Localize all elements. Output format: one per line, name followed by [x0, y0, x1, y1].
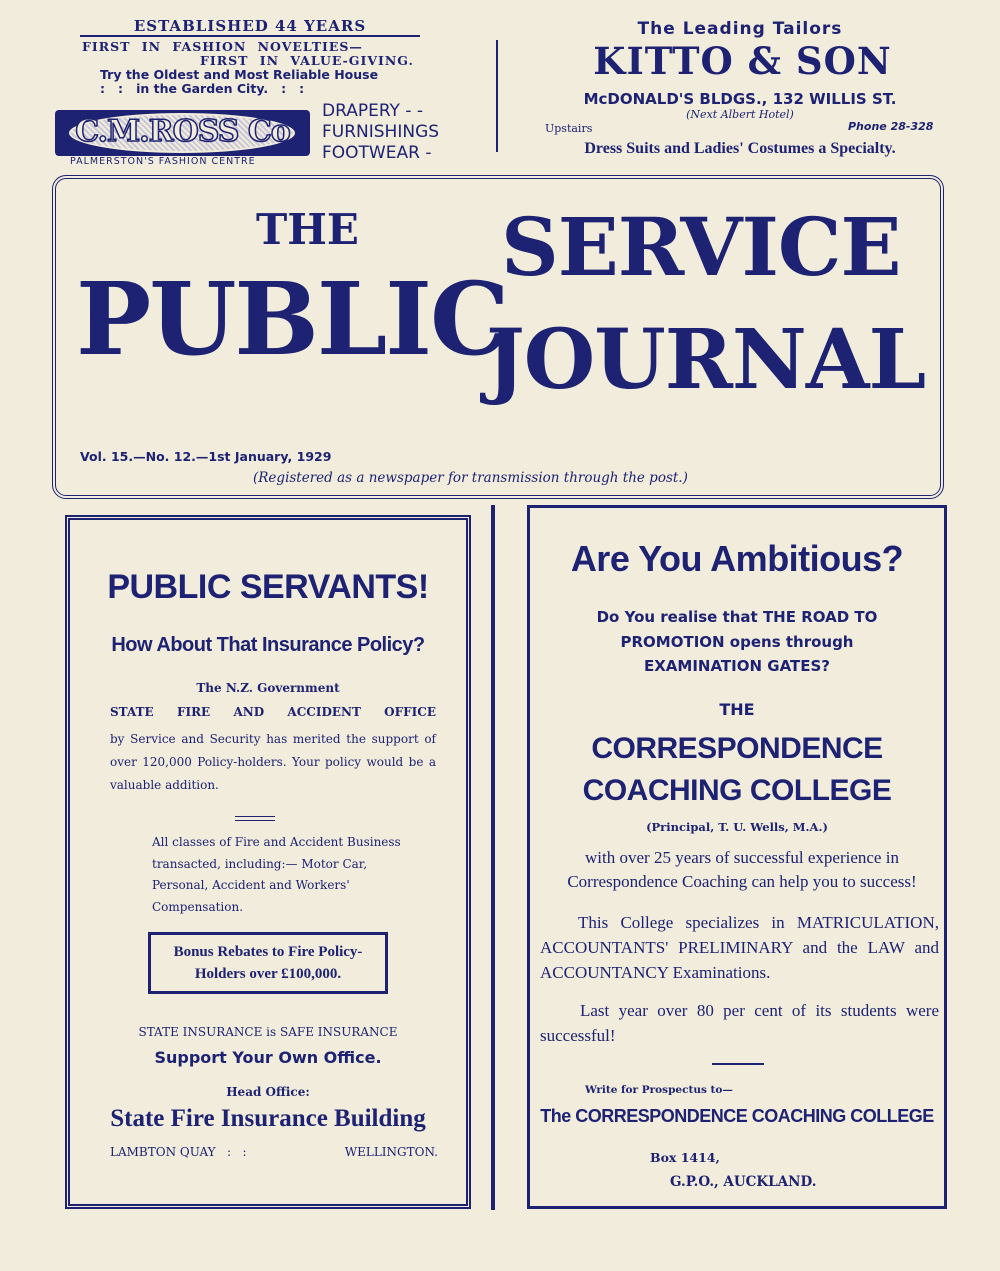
- college-address-name: The CORRESPONDENCE COACHING COLLEGE: [540, 1106, 934, 1126]
- ross-logo: C.M.ROSS Co: [55, 110, 310, 156]
- leading-tailors: The Leading Tailors: [637, 19, 843, 39]
- college-experience: with over 25 years of successful experience in Correspondence Coaching can help you to success!: [567, 848, 917, 891]
- kitto-specialty: Dress Suits and Ladies' Costumes a Specialty.: [584, 140, 896, 157]
- kitto-name: KITTO & SON: [593, 39, 892, 83]
- kitto-next-to: (Next Albert Hotel): [686, 108, 794, 121]
- masthead-the: THE: [256, 205, 359, 254]
- insurance-paragraph-2: All classes of Fire and Accident Business transacted, including:— Motor Car, Personal, Accident and Workers' Compensation.: [152, 835, 401, 914]
- registered-note: (Registered as a newspaper for transmission through the post.): [253, 470, 688, 486]
- fashion-line: FIRST IN FASHION NOVELTIES—: [82, 39, 363, 54]
- insurance-headline: PUBLIC SERVANTS!: [107, 568, 429, 606]
- kitto-phone: Phone 28-328: [848, 120, 934, 133]
- divider: [712, 1063, 764, 1065]
- building-name: State Fire Insurance Building: [110, 1105, 426, 1132]
- column-divider: [491, 505, 495, 1210]
- ross-tagline: PALMERSTON'S FASHION CENTRE: [70, 156, 256, 167]
- issue-info: Vol. 15.—No. 12.—1st January, 1929: [80, 449, 332, 464]
- established-text: ESTABLISHED 44 YEARS: [80, 17, 420, 37]
- department-drapery: DRAPERY - -: [322, 101, 424, 121]
- state-office-line: STATE FIRE AND ACCIDENT OFFICE: [110, 705, 436, 719]
- insurance-subhead: How About That Insurance Policy?: [111, 634, 425, 656]
- value-line: FIRST IN VALUE-GIVING.: [200, 53, 414, 68]
- write-for-prospectus: Write for Prospectus to—: [585, 1084, 733, 1096]
- masthead-service: SERVICE: [501, 200, 901, 294]
- masthead-public: PUBLIC: [76, 260, 508, 378]
- masthead-journal: JOURNAL: [486, 312, 926, 408]
- insurance-paragraph-1: by Service and Security has merited the support of over 120,000 Policy-holders. Your policy would be a valuable addition.: [110, 732, 436, 792]
- college-box: Box 1414,: [650, 1150, 720, 1165]
- college-name: CORRESPONDENCE COACHING COLLEGE: [582, 732, 892, 807]
- college-results: Last year over 80 per cent of its students were successful!: [540, 1001, 939, 1045]
- departments: [322, 101, 439, 164]
- support-line: Support Your Own Office.: [154, 1048, 382, 1067]
- kitto-upstairs: Upstairs: [545, 122, 593, 135]
- government-line: The N.Z. Government: [196, 681, 340, 695]
- divider: [235, 816, 275, 821]
- garden-city-line: : : in the Garden City. : :: [100, 81, 305, 96]
- department-furnishings: FURNISHINGS: [322, 122, 440, 142]
- masthead: [52, 175, 944, 499]
- location-city: WELLINGTON.: [344, 1145, 438, 1159]
- head-office-label: Head Office:: [226, 1085, 310, 1099]
- safe-insurance: STATE INSURANCE is SAFE INSURANCE: [138, 1025, 398, 1039]
- college-advertisement: [527, 505, 947, 1209]
- header-divider: [496, 40, 498, 152]
- college-specializes: This College specializes in MATRICULATION, ACCOUNTANTS' PRELIMINARY and the LAW and ACCOUNTANCY Examinations.: [540, 913, 939, 982]
- insurance-advertisement: [65, 515, 471, 1209]
- college-question: Do You realise that THE ROAD TO PROMOTION opens through EXAMINATION GATES?: [596, 608, 878, 675]
- bonus-box: Bonus Rebates to Fire Policy-Holders over £100,000.: [148, 932, 388, 994]
- college-principal: (Principal, T. U. Wells, M.A.): [646, 820, 828, 834]
- location-street: LAMBTON QUAY : :: [110, 1145, 247, 1159]
- kitto-address: McDONALD'S BLDGS., 132 WILLIS ST.: [583, 90, 897, 108]
- college-headline: Are You Ambitious?: [570, 538, 904, 579]
- oldest-line: Try the Oldest and Most Reliable House: [100, 67, 379, 82]
- department-footwear: FOOTWEAR -: [322, 143, 432, 163]
- college-gpo: G.P.O., AUCKLAND.: [670, 1174, 817, 1190]
- college-the: THE: [719, 700, 755, 719]
